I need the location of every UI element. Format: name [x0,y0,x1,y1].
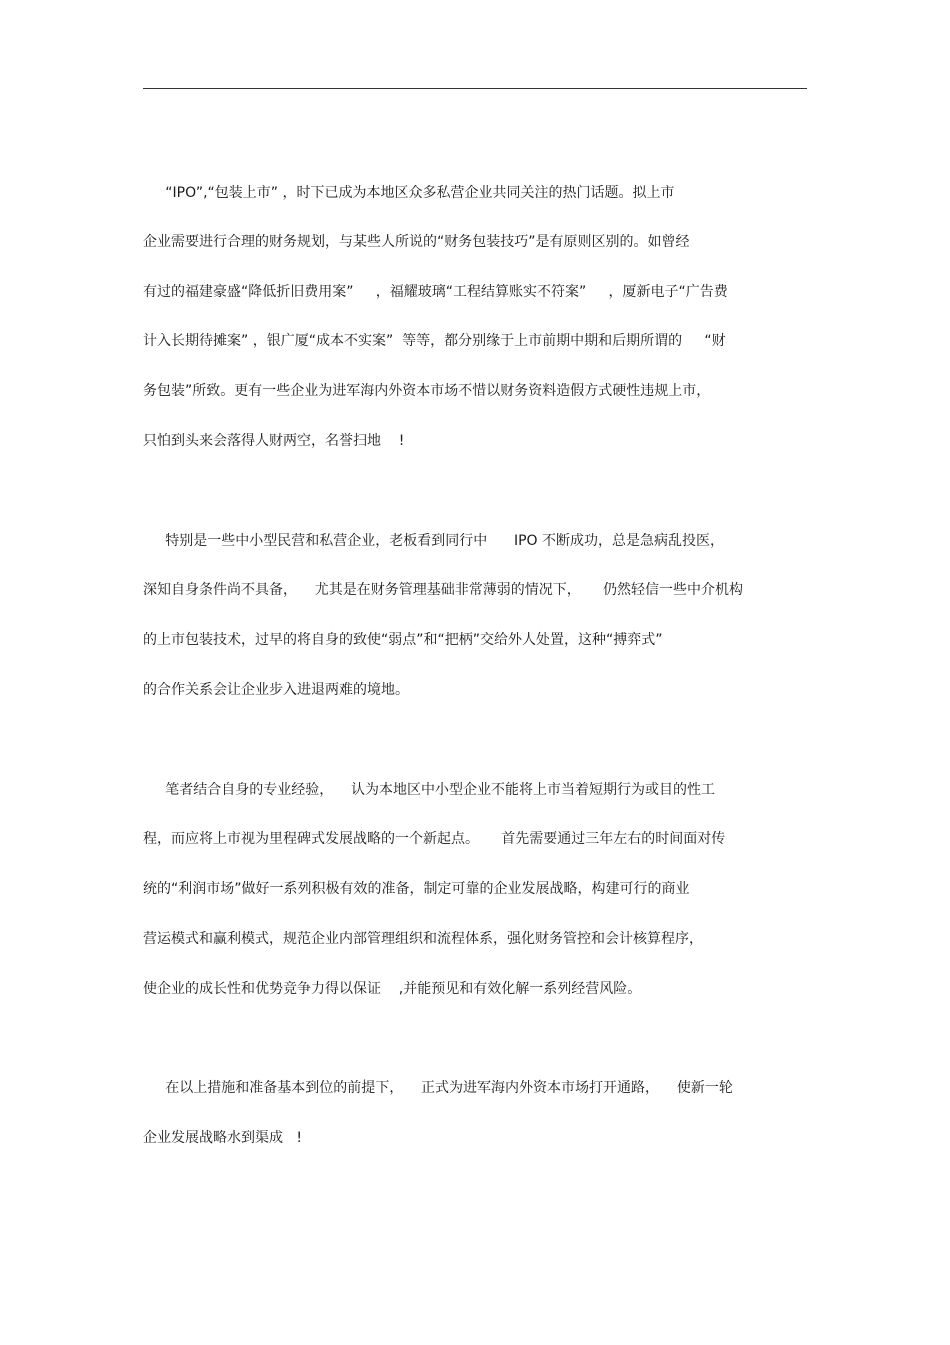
paragraph-line: 企业发展战略水到渠成 ! [143,1130,302,1146]
paragraph-line: 营运模式和赢利模式，规范企业内部管理组织和流程体系，强化财务管控和会计核算程序， [143,931,703,947]
paragraph-line: 企业需要进行合理的财务规划，与某些人所说的“财务包装技巧”是有原则区别的。如曾经 [143,234,690,250]
paragraph-line: 只怕到头来会落得人财两空，名誉扫地 ! [143,433,405,449]
paragraph-line: 务包装”所致。更有一些企业为进军海内外资本市场不惜以财务资料造假方式硬性违规上市， [143,383,711,399]
paragraph-line: 有过的福建豪盛“降低折旧费用案” ，福耀玻璃“工程结算账实不符案” ，厦新电子“广告费 [143,284,728,300]
paragraph-line: 笔者结合自身的专业经验， 认为本地区中小型企业不能将上市当着短期行为或目的性工 [143,782,716,798]
paragraph-line: 的上市包装技术，过早的将自身的致使“弱点”和“把柄”交给外人处置，这种“搏弈式” [143,632,663,648]
paragraph-line: 特别是一些中小型民营和私营企业，老板看到同行中 IPO 不断成功，总是急病乱投医， [143,533,724,549]
paragraph-line: 在以上措施和准备基本到位的前提下， 正式为进军海内外资本市场打开通路， 使新一轮 [143,1080,733,1096]
paragraph-line: 统的“利润市场”做好一系列积极有效的准备，制定可靠的企业发展战略，构建可行的商业 [143,881,690,897]
paragraph-line: 的合作关系会让企业步入进退两难的境地。 [143,682,409,698]
paragraph-line: “IPO”,“包装上市” ，时下已成为本地区众多私营企业共同关注的热门话题。拟上市 [143,185,675,201]
paragraph-line: 程，而应将上市视为里程碑式发展战略的一个新起点。 首先需要通过三年左右的时间面对传 [143,831,726,847]
paragraph-line: 深知自身条件尚不具备， 尤其是在财务管理基础非常薄弱的情况下， 仍然轻信一些中介机构 [143,582,744,598]
paragraph-line: 计入长期待摊案” ，银广厦“成本不实案” 等等，都分别缘于上市前期中期和后期所谓的 “财 [143,333,726,349]
header-rule [143,88,807,89]
paragraph-line: 使企业的成长性和优势竞争力得以保证 ,并能预见和有效化解一系列经营风险。 [143,981,642,997]
